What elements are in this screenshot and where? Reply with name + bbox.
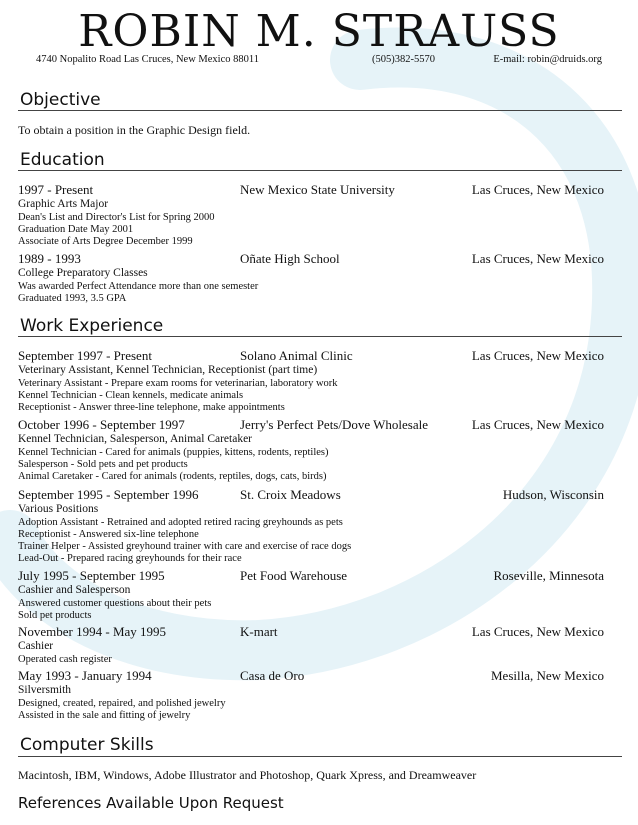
- job-title: Veterinary Assistant, Kennel Technician, Receptionist (part time): [18, 364, 318, 376]
- objective-heading: Objective: [20, 90, 101, 110]
- objective-text: To obtain a position in the Graphic Design field.: [18, 123, 251, 137]
- job-duty: Sold pet products: [18, 610, 92, 621]
- section-divider: [18, 336, 622, 337]
- references-text: References Available Upon Request: [18, 794, 284, 812]
- education-dates: 1989 - 1993: [18, 251, 81, 266]
- phone-text: (505)382-5570: [372, 54, 435, 65]
- job-location: Las Cruces, New Mexico: [471, 624, 604, 639]
- job-duty: Receptionist - Answered six-line telephone: [18, 529, 199, 540]
- email-text: E-mail: robin@druids.org: [493, 54, 602, 65]
- resume-name: ROBIN M. STRAUSS: [78, 6, 560, 57]
- job-dates: September 1995 - September 1996: [18, 487, 199, 502]
- job-title: Silversmith: [18, 684, 72, 696]
- job-employer: K-mart: [240, 624, 278, 639]
- section-divider: [18, 110, 622, 111]
- education-dates: 1997 - Present: [18, 182, 94, 197]
- job-duty: Operated cash register: [18, 654, 112, 665]
- education-detail: Graduation Date May 2001: [18, 224, 134, 235]
- job-location: Mesilla, New Mexico: [490, 668, 604, 683]
- education-detail: Dean's List and Director's List for Spring 2000: [18, 212, 215, 223]
- job-dates: September 1997 - Present: [18, 348, 152, 363]
- job-location: Hudson, Wisconsin: [502, 487, 604, 502]
- job-dates: May 1993 - January 1994: [18, 668, 152, 683]
- job-title: Cashier: [18, 640, 54, 652]
- education-school: Oñate High School: [240, 251, 340, 266]
- job-employer: Jerry's Perfect Pets/Dove Wholesale: [240, 417, 429, 432]
- job-dates: November 1994 - May 1995: [18, 624, 167, 639]
- job-employer: Pet Food Warehouse: [240, 568, 348, 583]
- job-title: Cashier and Salesperson: [18, 584, 131, 596]
- job-duty: Salesperson - Sold pets and pet products: [18, 459, 188, 470]
- education-heading: Education: [20, 150, 105, 170]
- section-divider: [18, 756, 622, 757]
- education-detail: Was awarded Perfect Attendance more than one semester: [18, 281, 259, 292]
- job-duty: Kennel Technician - Cared for animals (puppies, kittens, rodents, reptiles): [18, 447, 329, 458]
- work-heading: Work Experience: [20, 316, 164, 336]
- job-employer: St. Croix Meadows: [240, 487, 341, 502]
- job-title: Various Positions: [18, 503, 99, 515]
- education-location: Las Cruces, New Mexico: [471, 182, 604, 197]
- job-duty: Kennel Technician - Clean kennels, medicate animals: [18, 390, 244, 401]
- job-location: Las Cruces, New Mexico: [471, 348, 604, 363]
- job-duty: Trainer Helper - Assisted greyhound trainer with care and exercise of race dogs: [18, 541, 352, 552]
- job-duty: Adoption Assistant - Retrained and adopted retired racing greyhounds as pets: [18, 517, 343, 528]
- job-duty: Assisted in the sale and fitting of jewelry: [18, 710, 191, 721]
- job-duty: Lead-Out - Prepared racing greyhounds for their race: [18, 553, 242, 564]
- skills-text: Macintosh, IBM, Windows, Adobe Illustrator and Photoshop, Quark Xpress, and Dreamweaver: [18, 768, 477, 782]
- education-detail: Graphic Arts Major: [18, 198, 109, 210]
- job-duty: Animal Caretaker - Cared for animals (rodents, reptiles, dogs, cats, birds): [18, 471, 327, 482]
- job-duty: Answered customer questions about their pets: [18, 598, 212, 609]
- job-location: Roseville, Minnesota: [493, 568, 604, 583]
- education-detail: Graduated 1993, 3.5 GPA: [18, 293, 127, 304]
- section-divider: [18, 170, 622, 171]
- education-detail: College Preparatory Classes: [18, 267, 148, 279]
- job-duty: Receptionist - Answer three-line telephone, make appointments: [18, 402, 285, 413]
- address-text: 4740 Nopalito Road Las Cruces, New Mexico 88011: [36, 54, 259, 65]
- job-duty: Designed, created, repaired, and polished jewelry: [18, 698, 226, 709]
- education-detail: Associate of Arts Degree December 1999: [18, 236, 193, 247]
- job-employer: Solano Animal Clinic: [240, 348, 353, 363]
- job-duty: Veterinary Assistant - Prepare exam rooms for veterinarian, laboratory work: [18, 378, 338, 389]
- job-employer: Casa de Oro: [240, 668, 305, 683]
- education-location: Las Cruces, New Mexico: [471, 251, 604, 266]
- job-dates: October 1996 - September 1997: [18, 417, 185, 432]
- education-school: New Mexico State University: [240, 182, 395, 197]
- job-title: Kennel Technician, Salesperson, Animal Caretaker: [18, 433, 253, 445]
- job-dates: July 1995 - September 1995: [18, 568, 165, 583]
- skills-heading: Computer Skills: [20, 735, 154, 755]
- job-location: Las Cruces, New Mexico: [471, 417, 604, 432]
